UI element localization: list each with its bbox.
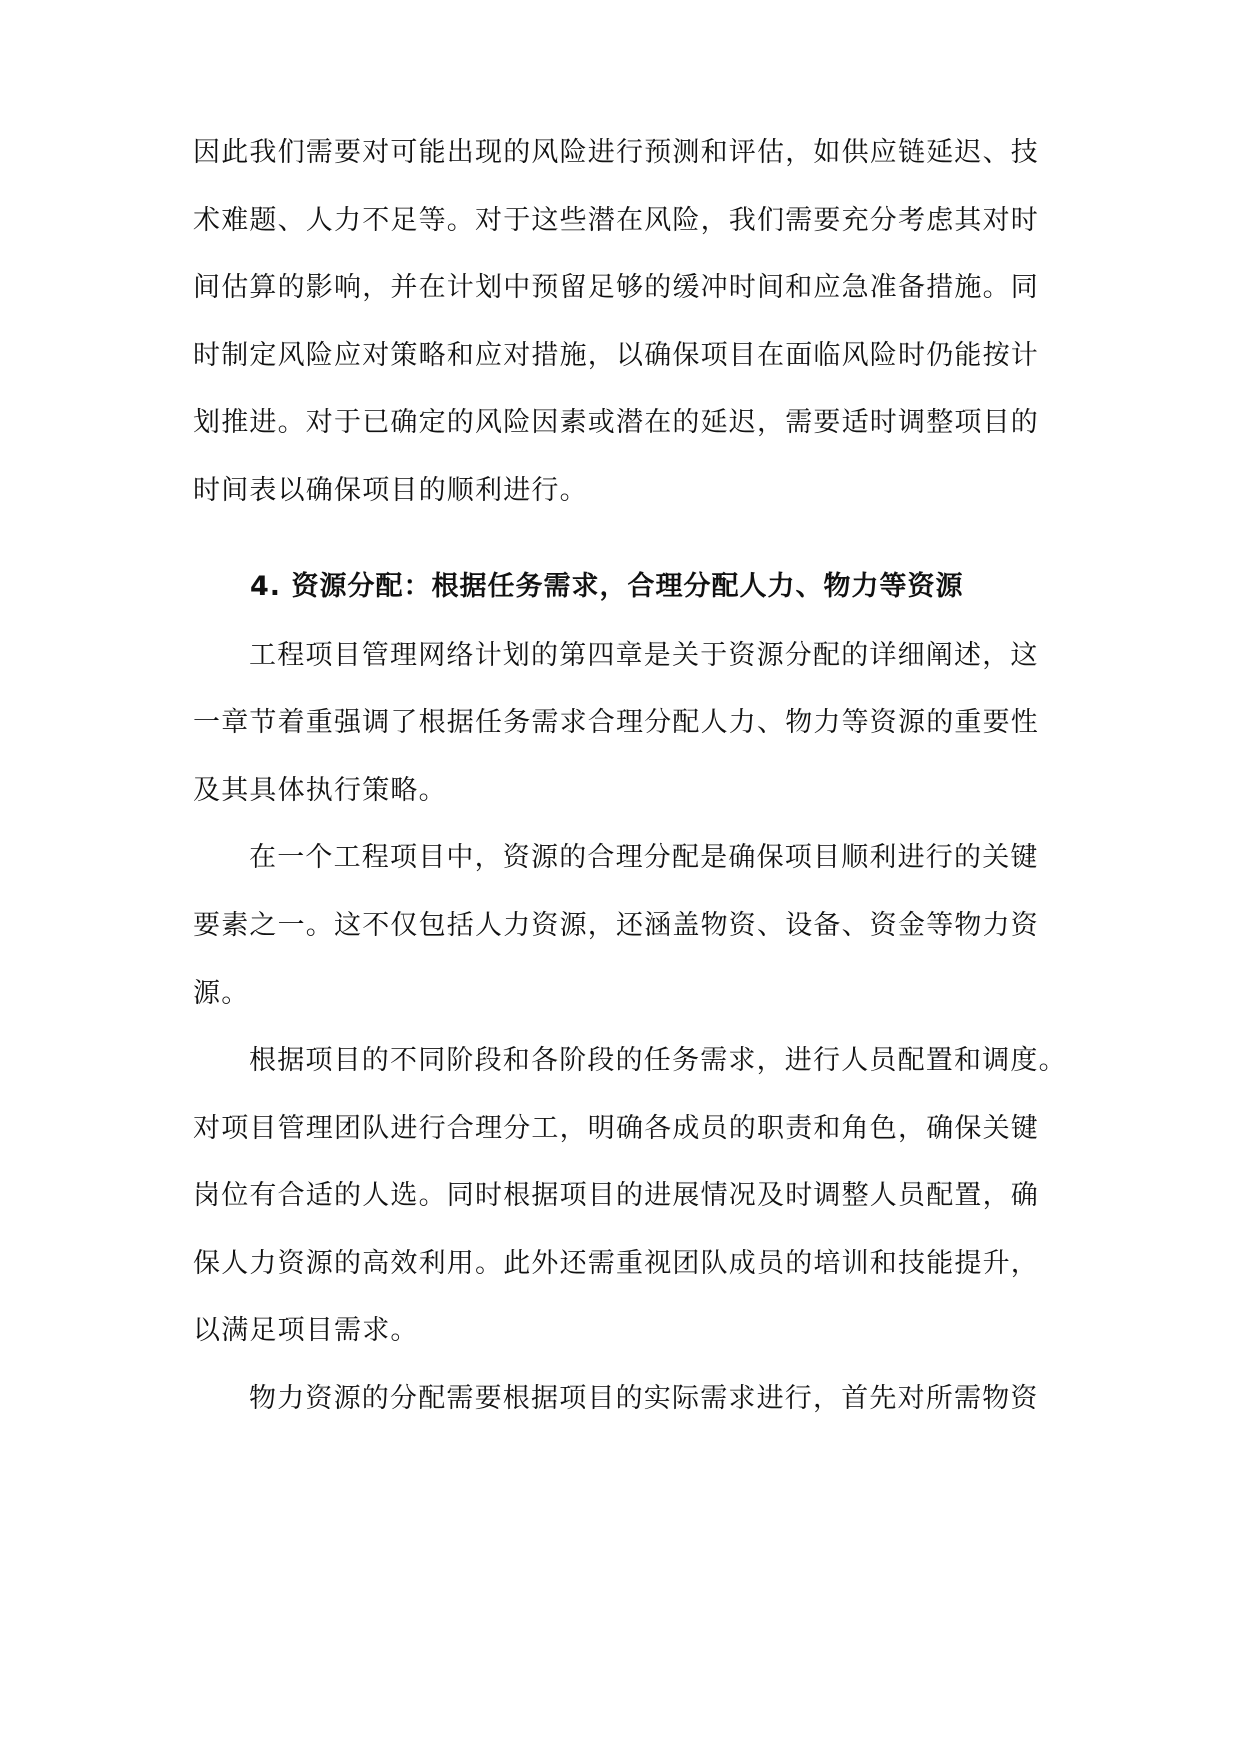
paragraph-line: 时间表以确保项目的顺利进行。 (193, 475, 588, 506)
paragraph-line: 对项目管理团队进行合理分工，明确各成员的职责和角色，确保关键 (193, 1113, 1039, 1144)
paragraph-line: 划推进。对于已确定的风险因素或潜在的延迟，需要适时调整项目的 (193, 407, 1039, 438)
paragraph-line: 岗位有合适的人选。同时根据项目的进展情况及时调整人员配置，确 (193, 1180, 1039, 1211)
paragraph-line: 源。 (193, 978, 250, 1009)
paragraph-line: 工程项目管理网络计划的第四章是关于资源分配的详细阐述，这 (249, 640, 1039, 671)
paragraph-line: 因此我们需要对可能出现的风险进行预测和评估，如供应链延迟、技 (193, 137, 1039, 168)
paragraph-line: 要素之一。这不仅包括人力资源，还涵盖物资、设备、资金等物力资 (193, 910, 1039, 941)
paragraph-line: 物力资源的分配需要根据项目的实际需求进行，首先对所需物资 (249, 1383, 1039, 1414)
paragraph-line: 根据项目的不同阶段和各阶段的任务需求，进行人员配置和调度。 (249, 1045, 1067, 1076)
paragraph-line: 以满足项目需求。 (193, 1315, 419, 1346)
paragraph-line: 及其具体执行策略。 (193, 775, 447, 806)
paragraph-line: 保人力资源的高效利用。此外还需重视团队成员的培训和技能提升， (193, 1248, 1039, 1279)
section-heading: 4. 资源分配：根据任务需求，合理分配人力、物力等资源 (250, 571, 964, 602)
paragraph-line: 在一个工程项目中，资源的合理分配是确保项目顺利进行的关键 (249, 842, 1039, 873)
paragraph-line: 术难题、人力不足等。对于这些潜在风险，我们需要充分考虑其对时 (193, 205, 1039, 236)
paragraph-line: 时制定风险应对策略和应对措施，以确保项目在面临风险时仍能按计 (193, 340, 1039, 371)
paragraph-line: 间估算的影响，并在计划中预留足够的缓冲时间和应急准备措施。同 (193, 272, 1039, 303)
paragraph-line: 一章节着重强调了根据任务需求合理分配人力、物力等资源的重要性 (193, 707, 1039, 738)
